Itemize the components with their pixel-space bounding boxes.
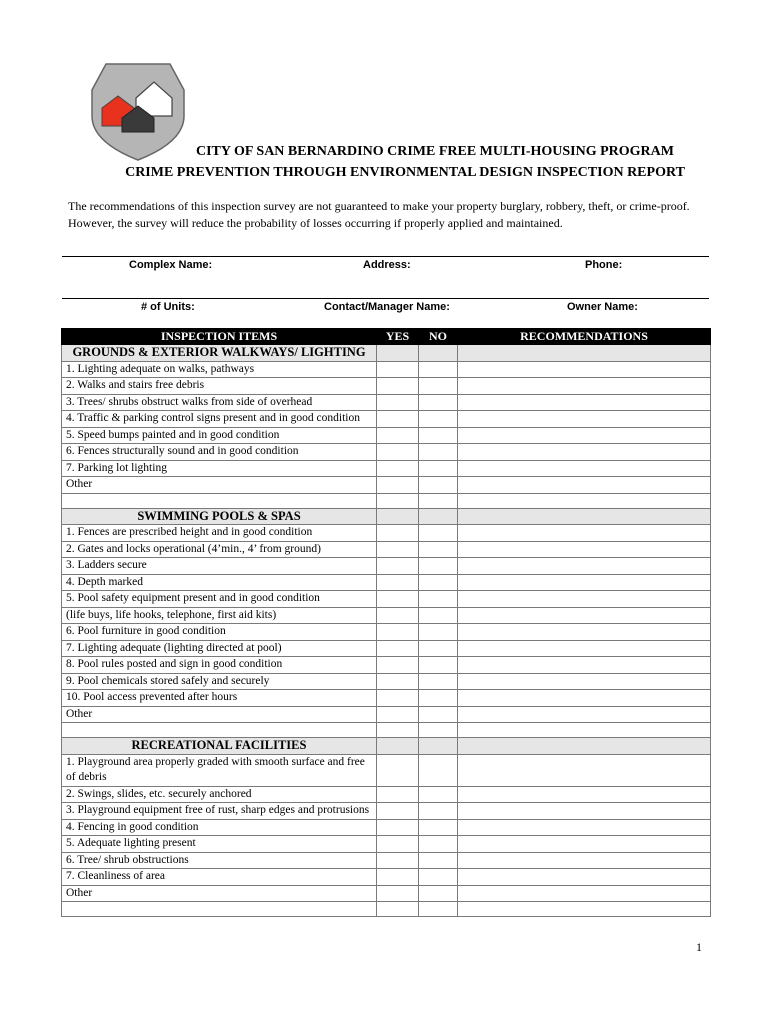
inspection-item: 8. Pool rules posted and sign in good condition [62,657,377,674]
no-checkbox-cell[interactable] [419,624,458,641]
inspection-item: 1. Fences are prescribed height and in good condition [62,525,377,542]
recommendation-cell[interactable] [458,361,711,378]
table-row [62,657,711,674]
yes-checkbox-cell[interactable] [377,541,419,558]
inspection-item: 2. Swings, slides, etc. securely anchored [62,786,377,803]
inspection-item: 4. Depth marked [62,574,377,591]
yes-checkbox-cell[interactable] [377,411,419,428]
no-checkbox-cell[interactable] [419,706,458,723]
no-checkbox-cell[interactable] [419,657,458,674]
recommendation-cell[interactable] [458,657,711,674]
yes-checkbox-cell[interactable] [377,591,419,608]
inspection-item: 1. Lighting adequate on walks, pathways [62,361,377,378]
table-row [62,444,711,461]
inspection-item: 6. Tree/ shrub obstructions [62,852,377,869]
section-header-row [62,345,711,362]
blank-row [62,723,711,738]
inspection-item: 7. Cleanliness of area [62,869,377,886]
inspection-item: 5. Adequate lighting present [62,836,377,853]
yes-checkbox-cell[interactable] [377,624,419,641]
recommendation-cell[interactable] [458,673,711,690]
table-row [62,607,711,624]
divider [62,256,709,257]
yes-checkbox-cell[interactable] [377,558,419,575]
recommendation-cell[interactable] [458,819,711,836]
page-number: 1 [696,940,702,954]
yes-checkbox-cell[interactable] [377,394,419,411]
no-checkbox-cell[interactable] [419,427,458,444]
inspection-item: 4. Traffic & parking control signs present and in good condition [62,411,377,428]
recommendation-cell[interactable] [458,411,711,428]
col-header-items: INSPECTION ITEMS [62,329,377,345]
recommendation-cell[interactable] [458,836,711,853]
section-header-row [62,508,711,525]
yes-checkbox-cell[interactable] [377,574,419,591]
yes-checkbox-cell[interactable] [377,460,419,477]
recommendation-cell[interactable] [458,690,711,707]
units-field[interactable]: # of Units: [141,301,195,313]
inspection-item: 3. Ladders secure [62,558,377,575]
table-row [62,690,711,707]
table-row [62,754,711,786]
no-checkbox-cell[interactable] [419,525,458,542]
inspection-item: Other [62,477,377,494]
recommendation-cell[interactable] [458,427,711,444]
no-checkbox-cell[interactable] [419,786,458,803]
table-row [62,558,711,575]
recommendation-cell[interactable] [458,558,711,575]
table-row [62,361,711,378]
no-checkbox-cell[interactable] [419,378,458,395]
yes-checkbox-cell[interactable] [377,427,419,444]
inspection-item: 9. Pool chemicals stored safely and securely [62,673,377,690]
inspection-item: 7. Lighting adequate (lighting directed at pool) [62,640,377,657]
no-checkbox-cell[interactable] [419,690,458,707]
no-checkbox-cell[interactable] [419,477,458,494]
yes-checkbox-cell[interactable] [377,673,419,690]
table-row [62,706,711,723]
yes-checkbox-cell[interactable] [377,836,419,853]
owner-name-field[interactable]: Owner Name: [567,301,638,313]
no-checkbox-cell[interactable] [419,673,458,690]
recommendation-cell[interactable] [458,477,711,494]
section-title: SWIMMING POOLS & SPAS [62,508,377,525]
divider [62,298,709,299]
recommendation-cell[interactable] [458,803,711,820]
yes-checkbox-cell[interactable] [377,885,419,902]
section-title: GROUNDS & EXTERIOR WALKWAYS/ LIGHTING [62,345,377,362]
yes-checkbox-cell[interactable] [377,869,419,886]
yes-checkbox-cell[interactable] [377,786,419,803]
table-row [62,460,711,477]
no-checkbox-cell[interactable] [419,803,458,820]
recommendation-cell[interactable] [458,706,711,723]
contact-name-field[interactable]: Contact/Manager Name: [324,301,450,313]
inspection-item: 1. Playground area properly graded with smooth surface and free of debris [62,754,377,786]
table-row [62,803,711,820]
inspection-item: 3. Trees/ shrubs obstruct walks from side of overhead [62,394,377,411]
table-row [62,624,711,641]
no-checkbox-cell[interactable] [419,444,458,461]
no-checkbox-cell[interactable] [419,607,458,624]
col-header-recommendations: RECOMMENDATIONS [458,329,711,345]
no-checkbox-cell[interactable] [419,411,458,428]
table-row [62,541,711,558]
table-header-row [62,329,711,345]
yes-checkbox-cell[interactable] [377,378,419,395]
recommendation-cell[interactable] [458,607,711,624]
yes-checkbox-cell[interactable] [377,852,419,869]
inspection-item: 7. Parking lot lighting [62,460,377,477]
recommendation-cell[interactable] [458,885,711,902]
table-row [62,427,711,444]
yes-checkbox-cell[interactable] [377,607,419,624]
no-checkbox-cell[interactable] [419,852,458,869]
recommendation-cell[interactable] [458,754,711,786]
table-row [62,525,711,542]
table-row [62,852,711,869]
table-row [62,394,711,411]
table-row [62,591,711,608]
address-field[interactable]: Address: [363,259,411,271]
inspection-table [61,328,711,917]
no-checkbox-cell[interactable] [419,591,458,608]
inspection-item: Other [62,706,377,723]
inspection-item: 4. Fencing in good condition [62,819,377,836]
page-subtitle: CRIME PREVENTION THROUGH ENVIRONMENTAL DESIGN INSPECTION REPORT [125,165,685,180]
table-row [62,819,711,836]
table-body [62,345,711,917]
inspection-item: 5. Speed bumps painted and in good condition [62,427,377,444]
inspection-item: 6. Pool furniture in good condition [62,624,377,641]
section-header-row [62,738,711,755]
yes-checkbox-cell[interactable] [377,640,419,657]
table-row [62,640,711,657]
no-checkbox-cell[interactable] [419,640,458,657]
recommendation-cell[interactable] [458,624,711,641]
table-row [62,786,711,803]
inspection-item: Other [62,885,377,902]
blank-row [62,902,711,917]
phone-field[interactable]: Phone: [585,259,623,271]
no-checkbox-cell[interactable] [419,885,458,902]
recommendation-cell[interactable] [458,394,711,411]
col-header-no: NO [419,329,458,345]
no-checkbox-cell[interactable] [419,574,458,591]
recommendation-cell[interactable] [458,786,711,803]
page-title: CITY OF SAN BERNARDINO CRIME FREE MULTI-HOUSING PROGRAM [196,144,674,159]
yes-checkbox-cell[interactable] [377,444,419,461]
no-checkbox-cell[interactable] [419,836,458,853]
yes-checkbox-cell[interactable] [377,361,419,378]
recommendation-cell[interactable] [458,574,711,591]
no-checkbox-cell[interactable] [419,869,458,886]
table-row [62,869,711,886]
complex-name-field[interactable]: Complex Name: [129,259,213,271]
inspection-item: 3. Playground equipment free of rust, sharp edges and protrusions [62,803,377,820]
intro-paragraph: The recommendations of this inspection survey are not guaranteed to make your property burglary, robbery, theft, or crime-proof. However, the survey will reduce the probability of losses occurring if properly applied and maintained. [68,199,690,230]
table-row [62,836,711,853]
recommendation-cell[interactable] [458,460,711,477]
yes-checkbox-cell[interactable] [377,803,419,820]
table-row [62,378,711,395]
no-checkbox-cell[interactable] [419,460,458,477]
section-title: RECREATIONAL FACILITIES [62,738,377,755]
no-checkbox-cell[interactable] [419,819,458,836]
yes-checkbox-cell[interactable] [377,706,419,723]
recommendation-cell[interactable] [458,378,711,395]
recommendation-cell[interactable] [458,541,711,558]
col-header-yes: YES [377,329,419,345]
no-checkbox-cell[interactable] [419,541,458,558]
recommendation-cell[interactable] [458,444,711,461]
yes-checkbox-cell[interactable] [377,477,419,494]
recommendation-cell[interactable] [458,869,711,886]
inspection-item: 2. Gates and locks operational (4’min., 4’ from ground) [62,541,377,558]
recommendation-cell[interactable] [458,525,711,542]
no-checkbox-cell[interactable] [419,394,458,411]
recommendation-cell[interactable] [458,640,711,657]
recommendation-cell[interactable] [458,852,711,869]
table-row [62,574,711,591]
yes-checkbox-cell[interactable] [377,690,419,707]
inspection-item: 2. Walks and stairs free debris [62,378,377,395]
inspection-item: 5. Pool safety equipment present and in good condition [62,591,377,608]
table-row [62,411,711,428]
inspection-item: 6. Fences structurally sound and in good condition [62,444,377,461]
inspection-item: (life buys, life hooks, telephone, first aid kits) [62,607,377,624]
inspection-item: 10. Pool access prevented after hours [62,690,377,707]
recommendation-cell[interactable] [458,591,711,608]
yes-checkbox-cell[interactable] [377,525,419,542]
table-row [62,477,711,494]
blank-row [62,493,711,508]
no-checkbox-cell[interactable] [419,558,458,575]
no-checkbox-cell[interactable] [419,754,458,786]
no-checkbox-cell[interactable] [419,361,458,378]
yes-checkbox-cell[interactable] [377,819,419,836]
yes-checkbox-cell[interactable] [377,657,419,674]
table-row [62,673,711,690]
yes-checkbox-cell[interactable] [377,754,419,786]
table-row [62,885,711,902]
